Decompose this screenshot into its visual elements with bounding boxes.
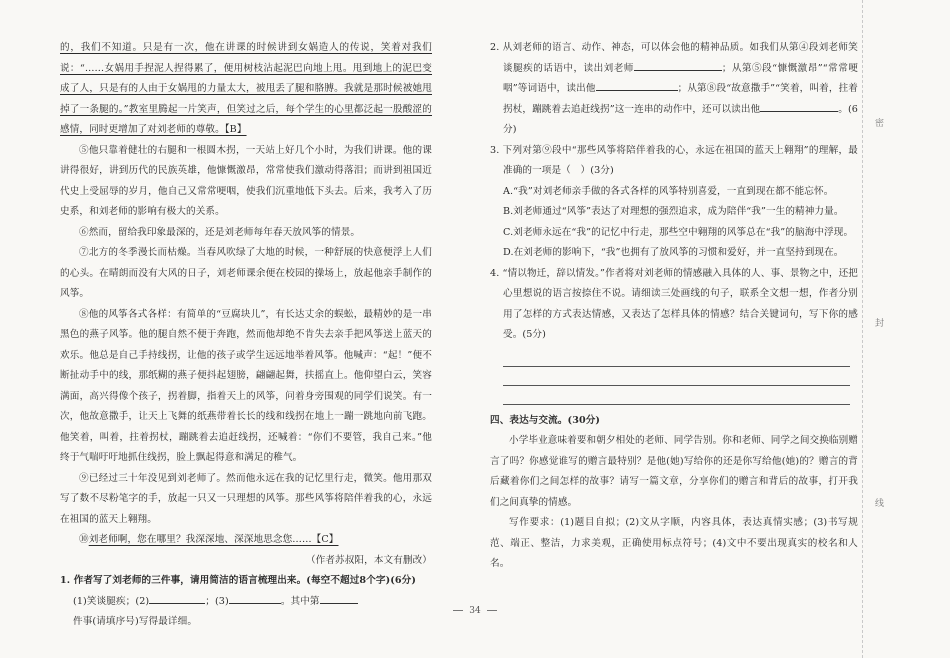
- paragraph-6-number: ⑥: [79, 226, 89, 238]
- page-number: [0, 606, 950, 616]
- q1-part2: ；(3): [205, 595, 229, 607]
- paragraph-5: [60, 141, 432, 223]
- q2-part-a: 2. 从刘老师的语言、动作、神态，可以体会他的精神品质。如我们从第④段刘老师笑谈腿疾的话语中，读出刘老师: [490, 42, 858, 74]
- q2-answer-blank-2[interactable]: [596, 79, 678, 91]
- section-4-title: 四、表达与交流。(30分): [490, 414, 601, 426]
- paragraph-intro: [60, 38, 432, 141]
- answer-line[interactable]: [503, 367, 850, 386]
- paragraph-6: [60, 223, 432, 244]
- writing-prompt: 小学毕业意味着要和朝夕相处的老师、同学告别。你和老师、同学之间交换临别赠言了吗？你感觉谁写的赠言最特别？是他(她)写给你的还是你写给他(她)的？赠言的背后藏着你们之间怎样的故事？请写一篇文章，分享你们的赠言和背后的故事，打开我们之间真挚的情感。: [490, 435, 858, 508]
- paragraph-10-text: 刘老师啊，您在哪里？我深深地、深深地思念您……【C】: [88, 534, 339, 545]
- paragraph-9-text: 已经过三十年没见到刘老师了。然而他永远在我的记忆里行走，微笑。他用那双写了数不尽粉笔字的手，放起一只又一只理想的风筝。那些风筝将陪伴着我的心，永远在祖国的蓝天上翱翔。: [60, 472, 432, 525]
- paragraph-6-text: 然而，留给我印象最深的，还是刘老师每年春天放风筝的情景。: [88, 226, 361, 238]
- q3-option-d[interactable]: D.在刘老师的影响下，“我”也拥有了放风筝的习惯和爱好，并一直坚持到现在。: [503, 247, 844, 258]
- paragraph-7: [60, 243, 432, 305]
- right-column: [490, 38, 858, 575]
- q2-answer-blank-1[interactable]: [634, 59, 722, 71]
- q3-option-c[interactable]: C.刘老师永远在“我”的记忆中行走，那些空中翱翔的风筝总在“我”的脑海中浮现。: [503, 226, 854, 238]
- q1-part1: (1)笑谈腿疾；(2): [73, 595, 150, 607]
- q4-answer-area[interactable]: [490, 348, 858, 405]
- paragraph-8-text: 他的风筝各式各样：有简单的“豆腐块儿”，有长达丈余的蜈蚣，最精妙的是一串黑色的燕子风筝。他的腿自然不便于奔跑，然而他却绝不肯失去亲手把风筝送上蓝天的欢乐。他总是自己手持线拐，让他的孩子或学生远远地举着风筝。他喊声：“起！”便不断扯动手中的线，那纸糊的燕子便抖起翅膀，翩翩起舞，扶摇直上。他仰望白云，笑容满面，高兴得像个孩子，拐着脚，指着天上的风筝，问着身旁围观的同学们说笑。有一次，他故意撒手，让天上飞舞的纸燕带着长长的线和线拐在地上一蹦一跳地向前飞跑。他笑着，叫着，拄着拐杖，蹦跳着去追赶线拐，还喊着：“你们不要管，我自己来。”他终于气喘吁吁地抓住线拐，脸上飘起得意和满足的稚气。: [60, 308, 432, 463]
- q1-part3: 。其中第: [280, 595, 320, 607]
- answer-line[interactable]: [503, 386, 850, 405]
- binding-label: 线: [873, 498, 883, 507]
- paragraph-8-number: ⑧: [79, 308, 89, 320]
- underlined-sentence-b: 的，我们不知道。只是有一次，他在讲课的时候讲到女娲造人的传说，笑着对我们说：“……女娲用手捏泥人捏得累了，便用树枝沾起泥巴向地上甩。甩到地上的泥巴变成了人，只是有的人由于女娲甩的力量太大，被甩丢了腿和胳膊。我就是那时候被她甩掉了一条腿的。”教室里腾起一片笑声，但笑过之后，每个学生的心里都泛起一股酸涩的感情，同时更增加了对刘老师的尊敬。【B】: [60, 42, 432, 135]
- question-1: 1. 作者写了刘老师的三件事，请用简洁的语言梳理出来。(每空不超过8个字)(6分): [60, 575, 416, 586]
- paragraph-9: [60, 469, 432, 531]
- paragraph-10: [60, 530, 432, 551]
- q3-option-a[interactable]: A.“我”对刘老师亲手做的各式各样的风筝特别喜爱，一直到现在都不能忘怀。: [503, 185, 834, 197]
- q2-part-d: 。(6分): [503, 103, 858, 135]
- paragraph-7-number: ⑦: [79, 247, 89, 258]
- q2-part-c: ；从第⑧段“故意撒手”“笑着，叫着，拄着拐杖，蹦跳着去追赶线拐”这一连串的动作中，还可以读出他: [503, 83, 859, 115]
- question-3: 3. 下列对第⑨段中“那些风筝将陪伴着我的心，永远在祖国的蓝天上翱翔”的理解，最准确的一项是（ ）(3分): [490, 144, 858, 176]
- paragraph-10-number: ⑩: [79, 534, 89, 545]
- question-4: 4. “情以物迁，辞以情发。”作者将对刘老师的情感融入具体的人、事、景物之中，还把心里想说的语言按捺住不说。请细读三处画线的句子，联系全文想一想，作者分别用了怎样的方式表达情感，又表达了怎样具体的情感？结合关键词句，写下你的感受。(5分): [490, 267, 858, 340]
- paragraph-9-number: ⑨: [79, 472, 89, 484]
- left-column: [60, 38, 432, 633]
- answer-line[interactable]: [503, 348, 850, 367]
- paragraph-8: [60, 305, 432, 469]
- binding-line: [862, 0, 864, 658]
- paragraph-7-text: 北方的冬季漫长而枯燥。当春风吹绿了大地的时候，一种舒展的快意便浮上人们的心头。在晴朗而没有大风的日子，刘老师课余便在校园的操场上，放起他亲手制作的风筝。: [60, 247, 432, 299]
- q2-answer-blank-3[interactable]: [760, 100, 838, 112]
- paragraph-5-text: 他只靠着健壮的右腿和一根圆木拐，一天站上好几个小时，为我们讲课。他的课讲得很好，讲到历代的民族英雄，他慷慨激昂，常常使我们激动得落泪；而讲到祖国近代史上受屈辱的岁月，他自己又常常哽咽，使我们沉重地低下头去。后来，我考入了历史系，和刘老师的影响有极大的关系。: [60, 144, 432, 217]
- writing-requirements: 写作要求：(1)题目自拟；(2)文从字顺，内容具体，表达真情实感；(3)书写规范、端正、整洁，力求美观，正确使用标点符号；(4)文中不要出现真实的校名和人名。: [490, 517, 858, 569]
- q2-part-b: ；从第⑤段“慷慨激昂”“常常哽咽”等词语中，读出他: [503, 62, 858, 94]
- binding-label: 封: [873, 318, 883, 327]
- q3-option-b[interactable]: B.刘老师通过“风筝”表达了对理想的强烈追求，成为陪伴“我”一生的精神力量。: [503, 206, 844, 217]
- binding-label: 密: [873, 118, 883, 127]
- source-note: （作者苏叔阳，本文有删改）: [305, 554, 432, 566]
- question-2: [490, 38, 858, 141]
- q1-answer-blank-3[interactable]: [229, 592, 281, 604]
- question-1-end: 件事(请填序号)写得最详细。: [73, 616, 198, 627]
- page-number-text: 34: [469, 606, 481, 616]
- q1-answer-blank-2[interactable]: [149, 592, 205, 604]
- paragraph-5-number: ⑤: [79, 144, 89, 156]
- q1-answer-blank-number[interactable]: [320, 592, 358, 604]
